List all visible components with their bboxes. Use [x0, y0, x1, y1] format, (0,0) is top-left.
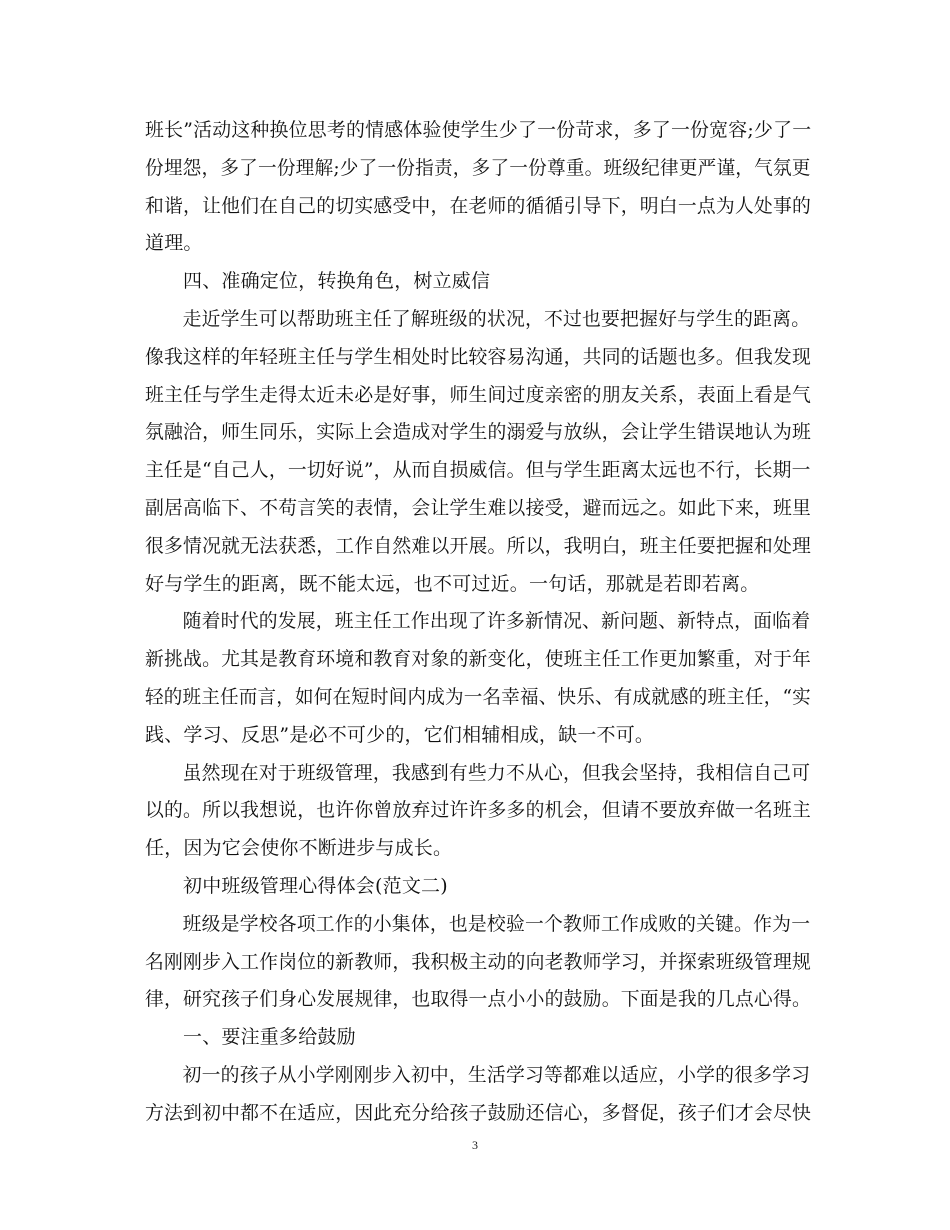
text-line: 氛融洽，师生同乐，实际上会造成对学生的溺爱与放纵，会让学生错误地认为班: [145, 421, 812, 444]
text-line: 轻的班主任而言，如何在短时间内成为一名幸福、快乐、有成就感的班主任，“实: [145, 685, 811, 708]
text-line: 践、学习、反思”是必不可少的，它们相辅相成，缺一不可。: [145, 723, 655, 746]
section-heading: 四、准确定位，转换角色，树立威信: [183, 270, 491, 293]
text-line: 班长”活动这种换位思考的情感体验使学生少了一份苛求，多了一份宽容;少了一: [145, 119, 812, 141]
text-line: 很多情况就无法获悉，工作自然难以开展。所以，我明白，班主任要把握和处理: [145, 534, 812, 557]
text-line: 虽然现在对于班级管理，我感到有些力不从心，但我会坚持，我相信自己可: [182, 761, 811, 784]
page-number: 3: [472, 1138, 478, 1152]
text-line: 班级是学校各项工作的小集体，也是校验一个教师工作成败的关键。作为一: [182, 912, 811, 935]
text-line: 律，研究孩子们身心发展规律，也取得一点小小的鼓励。下面是我的几点心得。: [145, 988, 812, 1011]
text-line: 和谐，让他们在自己的切实感受中，在老师的循循引导下，明白一点为人处事的: [145, 194, 812, 217]
text-line: 份埋怨，多了一份理解;少了一份指责，多了一份尊重。班级纪律更严谨，气氛更: [145, 156, 811, 179]
text-line: 初一的孩子从小学刚刚步入初中，生活学习等都难以适应，小学的很多学习: [182, 1063, 811, 1086]
text-line: 走近学生可以帮助班主任了解班级的状况，不过也要把握好与学生的距离。: [182, 307, 811, 330]
text-line: 任，因为它会使你不断进步与成长。: [145, 837, 453, 860]
text-line: 随着时代的发展，班主任工作出现了许多新情况、新问题、新特点，面临着: [182, 610, 811, 633]
text-line: 方法到初中都不在适应，因此充分给孩子鼓励还信心，多督促，孩子们才会尽快: [145, 1101, 812, 1124]
text-line: 以的。所以我想说，也许你曾放弃过许许多多的机会，但请不要放弃做一名班主: [145, 799, 812, 822]
text-line: 道理。: [145, 232, 203, 255]
text-line: 班主任与学生走得太近未必是好事，师生间过度亲密的朋友关系，表面上看是气: [145, 383, 812, 406]
text-line: 新挑战。尤其是教育环境和教育对象的新变化，使班主任工作更加繁重，对于年: [145, 648, 812, 671]
document-body: [145, 112, 811, 1133]
text-line: 名刚刚步入工作岗位的新教师，我积极主动的向老教师学习，并探索班级管理规: [145, 950, 812, 973]
section-heading: 初中班级管理心得体会(范文二): [183, 874, 448, 897]
text-line: 好与学生的距离，既不能太远，也不可过近。一句话，那就是若即若离。: [145, 572, 760, 595]
text-line: 主任是“自己人，一切好说”，从而自损威信。但与学生距离太远也不行，长期一: [145, 459, 811, 482]
section-heading: 一、要注重多给鼓励: [183, 1026, 356, 1049]
text-line: 副居高临下、不苟言笑的表情，会让学生难以接受，避而远之。如此下来，班里: [145, 496, 812, 519]
text-line: 像我这样的年轻班主任与学生相处时比较容易沟通，共同的话题也多。但我发现: [145, 345, 812, 368]
